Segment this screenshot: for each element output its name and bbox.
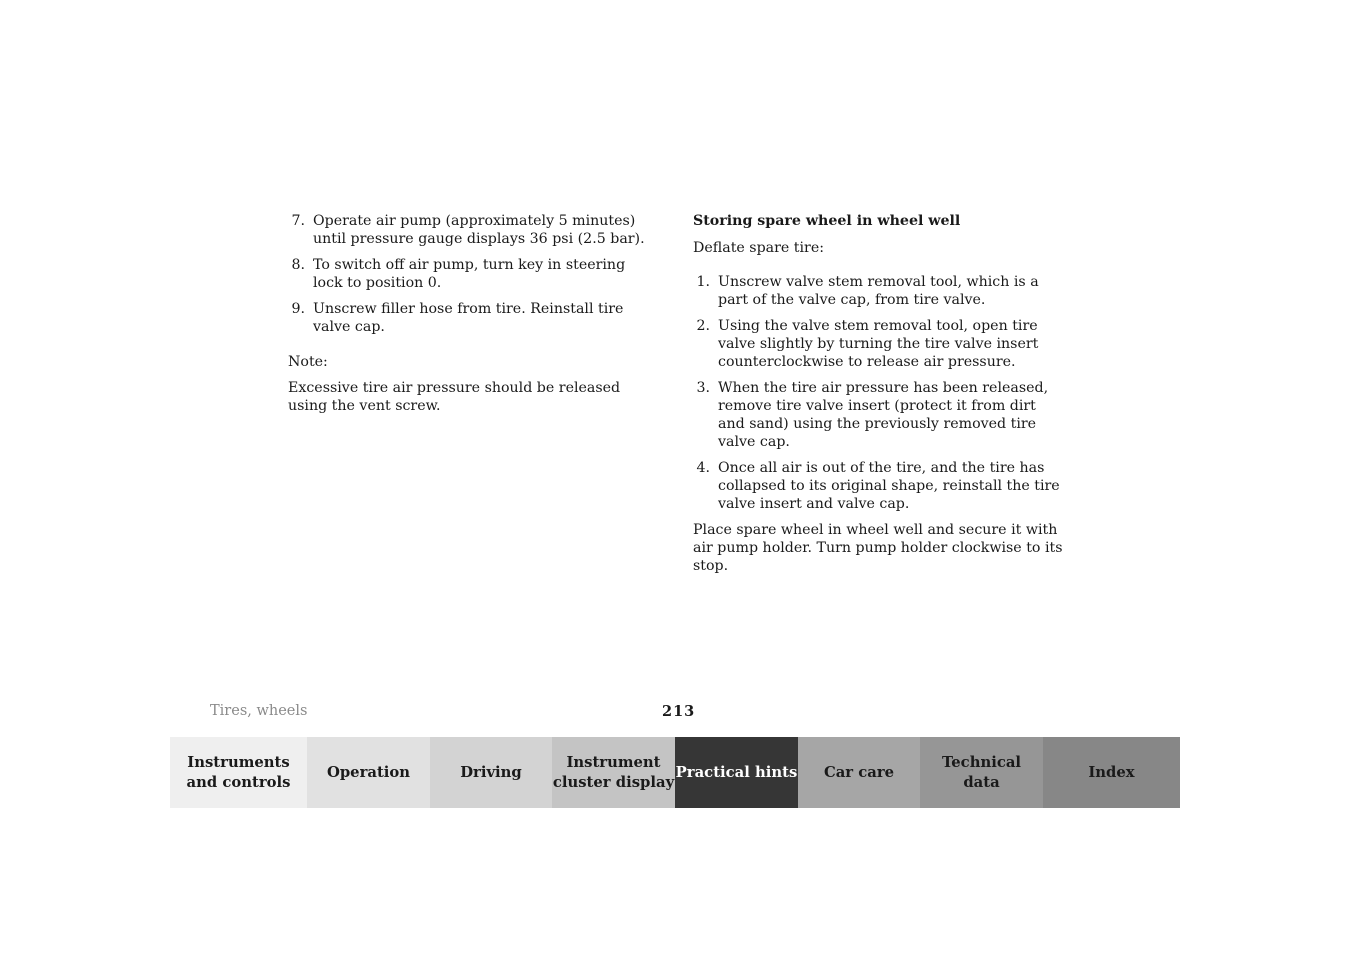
step-number: 3. <box>696 380 710 396</box>
tab-label: Instrument cluster display <box>552 753 675 791</box>
tab-label: Instruments and controls <box>186 753 291 791</box>
step-text: Once all air is out of the tire, and the tire has collapsed to its original shape, reinstall the tire valve insert and valve cap. <box>718 460 1060 512</box>
list-item <box>693 317 1065 371</box>
tab-operation[interactable] <box>307 737 430 808</box>
tab-instruments-and-controls[interactable] <box>170 737 307 808</box>
list-item <box>288 256 658 292</box>
page-number: 213 <box>662 703 696 720</box>
list-item <box>693 273 1065 309</box>
right-steps-list <box>693 273 1065 513</box>
step-text: To switch off air pump, turn key in steering lock to position 0. <box>313 257 626 291</box>
list-item <box>693 379 1065 451</box>
step-text: Unscrew filler hose from tire. Reinstall tire valve cap. <box>313 301 624 335</box>
tab-label: Car care <box>823 763 895 781</box>
section-heading: Storing spare wheel in wheel well <box>693 213 961 229</box>
left-column <box>288 212 658 415</box>
intro-text: Deflate spare tire: <box>693 240 825 256</box>
tab-label: Driving <box>460 763 522 781</box>
left-steps-list <box>288 212 658 336</box>
tab-practical-hints[interactable] <box>675 737 798 808</box>
step-number: 2. <box>696 318 710 334</box>
list-item <box>288 300 658 336</box>
closing-text: Place spare wheel in wheel well and secure it with air pump holder. Turn pump holder clockwise to its stop. <box>693 522 1063 574</box>
step-number: 7. <box>291 213 305 229</box>
step-number: 1. <box>696 274 710 290</box>
tab-technical-data[interactable] <box>920 737 1043 808</box>
tab-label: Index <box>1088 763 1135 781</box>
step-text: Using the valve stem removal tool, open tire valve slightly by turning the tire valve insert counterclockwise to release air pressure. <box>718 318 1039 370</box>
step-number: 8. <box>291 257 305 273</box>
tab-index[interactable] <box>1043 737 1180 808</box>
step-text: Operate air pump (approximately 5 minutes) until pressure gauge displays 36 psi (2.5 bar). <box>313 213 645 247</box>
note-text: Excessive tire air pressure should be released using the vent screw. <box>288 380 621 414</box>
tab-label: Technical data <box>941 753 1022 791</box>
tab-car-care[interactable] <box>798 737 920 808</box>
step-number: 9. <box>291 301 305 317</box>
note-label: Note: <box>288 354 328 370</box>
chapter-nav-bar <box>170 737 1180 808</box>
list-item <box>288 212 658 248</box>
tab-label: Operation <box>326 763 411 781</box>
section-title: Tires, wheels <box>210 703 308 719</box>
tab-driving[interactable] <box>430 737 552 808</box>
tab-instrument-cluster-display[interactable] <box>552 737 675 808</box>
right-column <box>693 212 1065 575</box>
list-item <box>693 459 1065 513</box>
step-text: Unscrew valve stem removal tool, which is a part of the valve cap, from tire valve. <box>718 274 1039 308</box>
tab-label: Practical hints <box>675 763 798 781</box>
step-number: 4. <box>696 460 710 476</box>
step-text: When the tire air pressure has been released, remove tire valve insert (protect it from dirt and sand) using the previously removed tire valve cap. <box>718 380 1049 450</box>
